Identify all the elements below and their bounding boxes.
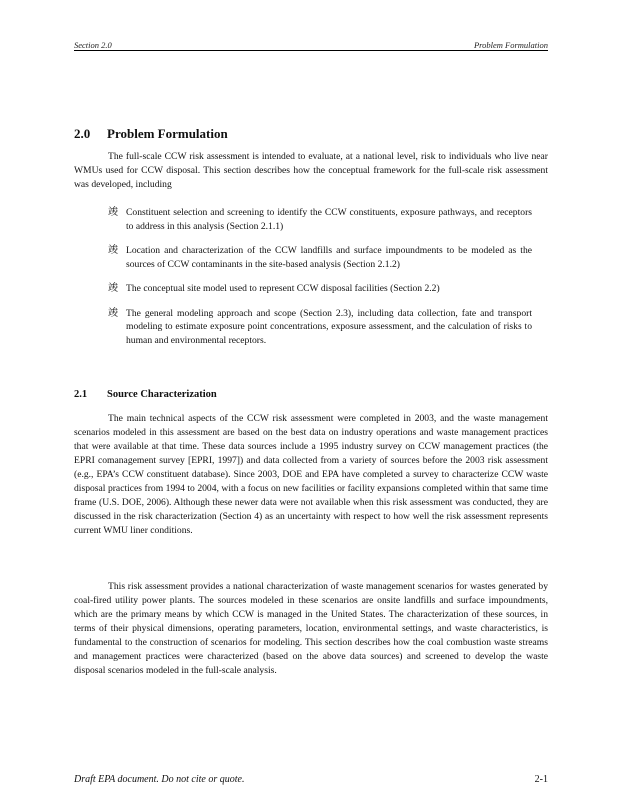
bullet-mark: 竣 xyxy=(108,207,118,218)
bullet-list xyxy=(108,206,532,358)
bullet-mark: 竣 xyxy=(108,283,118,294)
section-number: 2.0 xyxy=(74,126,91,141)
body-paragraph: This risk assessment provides a national characterization of waste management scenarios for wastes generated by coal-fired utility power plants. The sources modeled in these scenarios are onsite landfills and surface impoundments, which are the primary means by which CCW is managed in the United States. The characterization of these sources, in terms of their physical dimensions, operating parameters, location, environmental settings, and waste characteristics, is fundamental to the construction of scenarios for modeling. This section describes how the coal combustion waste streams and management practices were characterized (based on the above data sources) and screened to develop the waste disposal scenarios modeled in the full-scale analysis. xyxy=(74,581,548,676)
bullet-mark: 竣 xyxy=(108,307,118,319)
subsection-title: Source Characterization xyxy=(107,389,217,400)
bullet-item xyxy=(108,206,532,233)
bullet-item xyxy=(108,282,532,296)
section-title: Problem Formulation xyxy=(107,126,228,141)
page-footer xyxy=(74,774,548,785)
bullet-text: The conceptual site model used to represent CCW disposal facilities (Section 2.2) xyxy=(126,283,440,294)
bullet-text: Constituent selection and screening to identify the CCW constituents, exposure pathways, and receptors to address in this analysis (Section 2.1.1) xyxy=(126,207,532,232)
header-chapter-title: Problem Formulation xyxy=(473,40,548,50)
intro-paragraph: The full-scale CCW risk assessment is intended to evaluate, at a national level, risk to individuals who live near WMUs used for CCW disposal. This section describes how the conceptual framework for the full-scale risk assessment was developed, including xyxy=(74,151,548,190)
section-heading xyxy=(74,126,228,142)
page-number: 2-1 xyxy=(534,774,548,785)
subsection-heading xyxy=(74,389,217,400)
draft-notice: Draft EPA document. Do not cite or quote. xyxy=(74,774,245,785)
bullet-item xyxy=(108,244,532,271)
body-paragraph: The main technical aspects of the CCW risk assessment were completed in 2003, and the waste management scenarios modeled in this assessment are based on the best data on industry operations and waste management practices that were available at that time. These data sources include a 1995 industry survey on CCW management practices (the EPRI comanagement survey [EPRI, 1997]) and data collected from a variety of sources before the 2003 risk assessment (e.g., EPA’s CCW constituent database). Since 2003, DOE and EPA have completed a survey to characterize CCW waste disposal practices from 1994 to 2004, with a focus on new facilities or facility expansions completed within that same time frame (U.S. DOE, 2006). Although these newer data were not available when this risk assessment was conducted, they are discussed in the risk characterization (Section 4) as an uncertainty with respect to how well the risk assessment represents current WMU liner conditions. xyxy=(74,413,548,536)
subsection-number: 2.1 xyxy=(74,389,88,400)
header-section-label: Section 2.0 xyxy=(74,40,112,50)
bullet-mark: 竣 xyxy=(108,245,118,256)
header-rule xyxy=(74,50,548,51)
bullet-text: Location and characterization of the CCW landfills and surface impoundments to be modeled as the sources of CCW contaminants in the site-based analysis (Section 2.1.2) xyxy=(126,245,532,270)
bullet-item xyxy=(108,307,532,348)
bullet-text: The general modeling approach and scope (Section 2.3), including data collection, fate and transport modeling to estimate exposure point concentrations, exposure assessment, and the calculation of risks to human and environmental receptors. xyxy=(126,307,532,346)
